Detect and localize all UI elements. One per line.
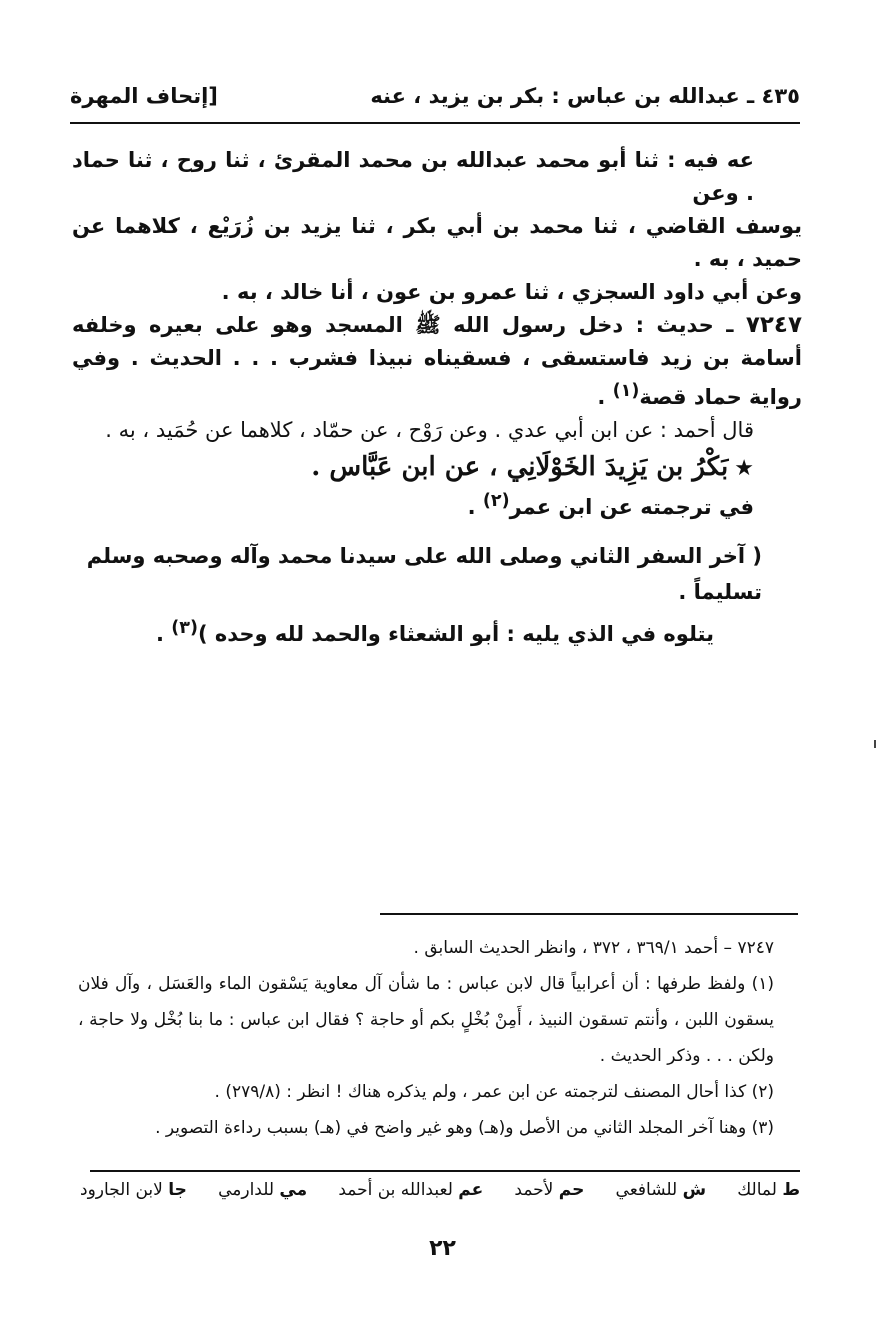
book-title: [إتحاف المهرة: [70, 84, 218, 108]
siglum: ط لمالك: [737, 1180, 800, 1200]
footnote-ref: (١): [612, 381, 640, 401]
siglum: مي للدارمي: [218, 1180, 308, 1200]
hadith-text: دخل رسول الله ﷺ المسجد وهو على بعيره وخلفه أسامة بن زيد فاستسقى ، فسقيناه نبيذا فشرب . . . الحديث . وفي رواية حماد قصة: [72, 313, 802, 409]
closing-line: ( آخر السفر الثاني وصلى الله على سيدنا محمد وآله وصحبه وسلم تسليماً .: [86, 544, 762, 604]
siglum: عم لعبدالله بن أحمد: [338, 1180, 484, 1200]
footnote-3: (٣) وهنا آخر المجلد الثاني من الأصل و(هـ) وهو غير واضح في (هـ) بسبب رداءة التصوير .: [155, 1118, 774, 1138]
text-line: وعن أبي داود السجزي ، ثنا عمرو بن عون ، أنا خالد ، به .: [221, 280, 802, 304]
closing-line: يتلوه في الذي يليه : أبو الشعثاء والحمد لله وحده )$^{(٣)}$ .: [155, 618, 714, 646]
closing-statement: [72, 538, 762, 652]
footnote-ref: (٣): [171, 618, 198, 638]
page-number: ٢٢: [429, 1236, 456, 1261]
hadith-entry: ٧٢٤٧ ـ حديث : دخل رسول الله ﷺ المسجد وهو على بعيره وخلفه أسامة بن زيد فاستسقى ، فسقيناه نبيذا فشرب . . . الحديث . وفي رواية حماد قصة$^{(١)}$ .: [72, 312, 803, 409]
translation-line: في ترجمته عن ابن عمر$^{(٢)}$ .: [467, 491, 754, 519]
star-icon: ★: [734, 456, 754, 481]
footnotes: [78, 930, 802, 1146]
footnote-2: (٢) كذا أحال المصنف لترجمته عن ابن عمر ، ولم يذكره هناك ! انظر : (٢٧٩/٨) .: [214, 1082, 774, 1102]
main-text: [72, 144, 802, 524]
page-header: [70, 78, 800, 114]
footnote-ref: (٢): [482, 491, 510, 511]
siglum: حم لأحمد: [514, 1180, 585, 1200]
narrator-name: بَكْرُ بن يَزِيدَ الخَوْلَانِي ، عن ابن عَبَّاس .: [311, 452, 729, 482]
sigla-rule: [90, 1170, 800, 1172]
sigla-legend: [80, 1180, 800, 1200]
hadith-number: ٧٢٤٧: [745, 312, 803, 338]
source-line: قال أحمد : عن ابن أبي عدي . وعن رَوْح ، عن حمّاد ، كلاهما عن حُمَيد ، به .: [105, 418, 754, 442]
siglum: جا لابن الجارود: [80, 1180, 187, 1200]
hadith-label: ـ حديث :: [635, 313, 746, 337]
header-rule: [70, 122, 800, 124]
narrator-heading: [72, 451, 802, 485]
running-title: ٤٣٥ ـ عبدالله بن عباس : بكر بن يزيد ، عنه: [370, 84, 800, 108]
siglum: ش للشافعي: [615, 1180, 707, 1200]
margin-mark: [874, 740, 876, 748]
footnote-1: (١) ولفظ طرفها : أن أعرابياً قال لابن عباس : ما شأن آل معاوية يَسْقون الماء والعَسَل ، وآل فلان يسقون اللبن ، وأنتم تسقون النبيذ ، أَمِنْ بُخْلٍ بكم أو حاجة ؟ فقال ابن عباس : ما بنا بُخْل ولا حاجة ، ولكن . . . وذكر الحديث .: [78, 974, 774, 1066]
text-line: يوسف القاضي ، ثنا محمد بن أبي بكر ، ثنا يزيد بن زُرَيْع ، كلاهما عن حميد ، به .: [72, 214, 802, 271]
footnote-reference: ٧٢٤٧ – أحمد ٣٦٩/١ ، ٣٧٢ ، وانظر الحديث السابق .: [413, 938, 774, 958]
text-line: عه فيه : ثنا أبو محمد عبدالله بن محمد المقرئ ، ثنا روح ، ثنا حماد . وعن: [72, 148, 754, 205]
footnote-rule: [380, 913, 798, 915]
